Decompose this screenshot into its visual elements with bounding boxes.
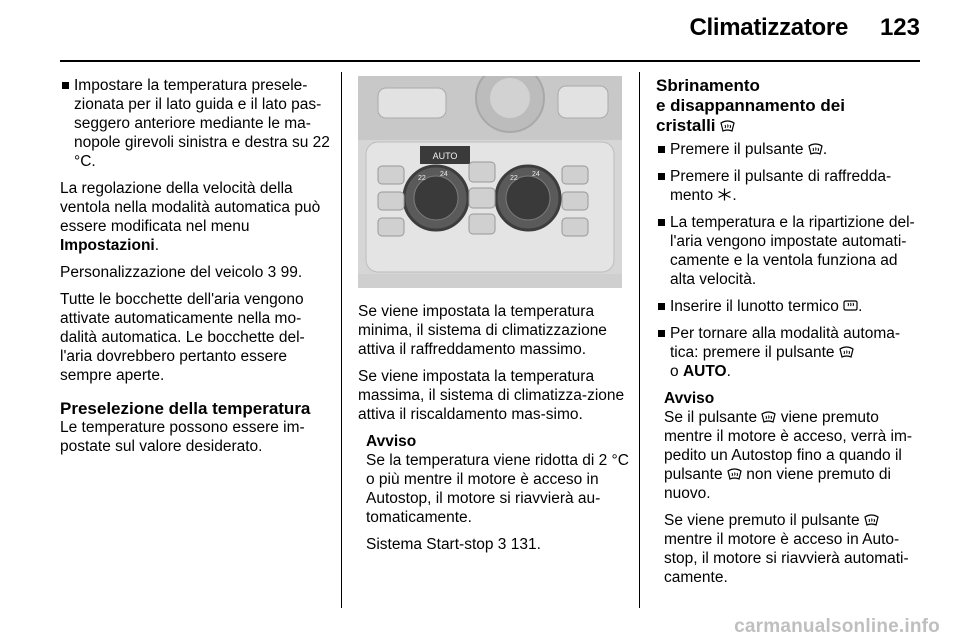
paragraph-temperature-set: Le temperature possono essere im-postate sul valore desiderato. [60,419,305,455]
column-3 [656,76,922,595]
dial-label: 24 [440,171,448,178]
column-divider-right [639,72,640,608]
windscreen-defrost-icon [808,142,823,155]
section-heading-defrost [656,76,922,136]
heading-line: Sbrinamento [656,76,760,95]
windscreen-defrost-icon [727,467,742,480]
text: Per tornare alla modalità automa-tica: premere il pulsante [670,325,901,361]
text: mentre il motore è acceso in Auto-stop, il motore si riavvierà automati-camente. [664,531,909,586]
page-number: 123 [879,14,920,41]
settings-term: Impostazioni [60,237,155,254]
text: . [822,141,828,158]
windscreen-defrost-icon [720,119,735,132]
note-box [656,389,922,587]
windscreen-defrost-icon [839,345,854,358]
heading-line: cristalli [656,116,716,135]
note-text: Se la temperatura viene ridotta di 2 °C o più mentre il motore è acceso in Autostop, il motore si riavvierà au-tomaticamente. [366,452,629,526]
column-2-text [358,302,630,562]
bullet-automatic-distribution: La temperatura e la ripartizione del-l'aria vengono impostate automati-camente e la ventola funziona ad alta velocità. [656,213,922,289]
text: Se viene premuto il pulsante [664,512,860,529]
text: . [726,363,731,380]
text: . [732,187,737,204]
auto-term: AUTO [682,363,727,380]
note-box [358,432,630,554]
bullet-press-defrost [656,140,922,159]
text: La regolazione della velocità della ventola nella modalità automatica può essere modificata nel menu [60,180,321,235]
snowflake-icon [717,188,732,201]
text: viene premuto mentre il motore è acceso, verrà im-pedito un Autostop fino a quando il pulsante [664,409,913,483]
paragraph-min-temperature: Se viene impostata la temperatura minima, il sistema di climatizzazione attiva il raffreddamento massimo. [358,303,607,358]
rear-window-heating-icon [843,299,858,312]
text: . [154,237,160,254]
page-header [0,0,960,62]
note-title: Avviso [664,390,715,407]
bullet-temperature-preset: Impostare la temperatura presele-zionata per il lato guida e il lato pas-seggero anteriore mediante le ma-nopole girevoli sinistra e destra su 22 °C. [60,76,330,171]
watermark: carmanualsonline.info [734,616,940,637]
windscreen-defrost-icon [761,410,776,423]
paragraph-max-temperature: Se viene impostata la temperatura massima, il sistema di climatizza-zione attiva il riscaldamento mas-simo. [358,368,625,423]
text: . [858,298,863,315]
note-text-autostop-restart [664,511,922,587]
paragraph-vents: Tutte le bocchette dell'aria vengono attivate automaticamente nella mo-dalità automatica. Le bocchette del-l'aria dovrebbero pertanto essere sempre aperte. [60,291,305,384]
text: o [670,363,679,380]
text: Se il pulsante [664,409,758,426]
climate-control-panel-image [358,76,622,288]
page-title: Climatizzatore [689,14,848,41]
column-divider-left [341,72,342,608]
dial-label: 24 [532,171,540,178]
windscreen-defrost-icon [864,513,879,526]
paragraph-start-stop-ref [366,535,630,554]
note-text-autostop-prevent [664,408,922,503]
header-divider [60,60,920,62]
bullet-return-auto [656,324,922,381]
page-reference[interactable]: 3 99. [267,264,303,281]
section-heading-temperature: Preselezione della temperatura [60,399,311,418]
heading-line: e disappannamento dei [656,96,845,115]
auto-button-label: AUTO [432,151,458,161]
paragraph-fan-speed [60,179,330,255]
bullet-rear-window-heating [656,297,922,316]
text: non viene premuto di nuovo. [664,466,891,502]
note-title: Avviso [366,433,417,450]
page-reference[interactable]: 3 131. [497,536,541,553]
bullet-press-cooling [656,167,922,205]
text: Inserire il lunotto termico [670,298,839,315]
paragraph-personalization [60,263,330,282]
text: Premere il pulsante di raffredda-mento [670,168,892,204]
text: Premere il pulsante [670,141,804,158]
text: Personalizzazione del veicolo [60,264,268,281]
column-1 [60,76,330,464]
dial-label: 22 [510,175,518,182]
dial-label: 22 [418,175,426,182]
text: Sistema Start-stop [366,536,498,553]
